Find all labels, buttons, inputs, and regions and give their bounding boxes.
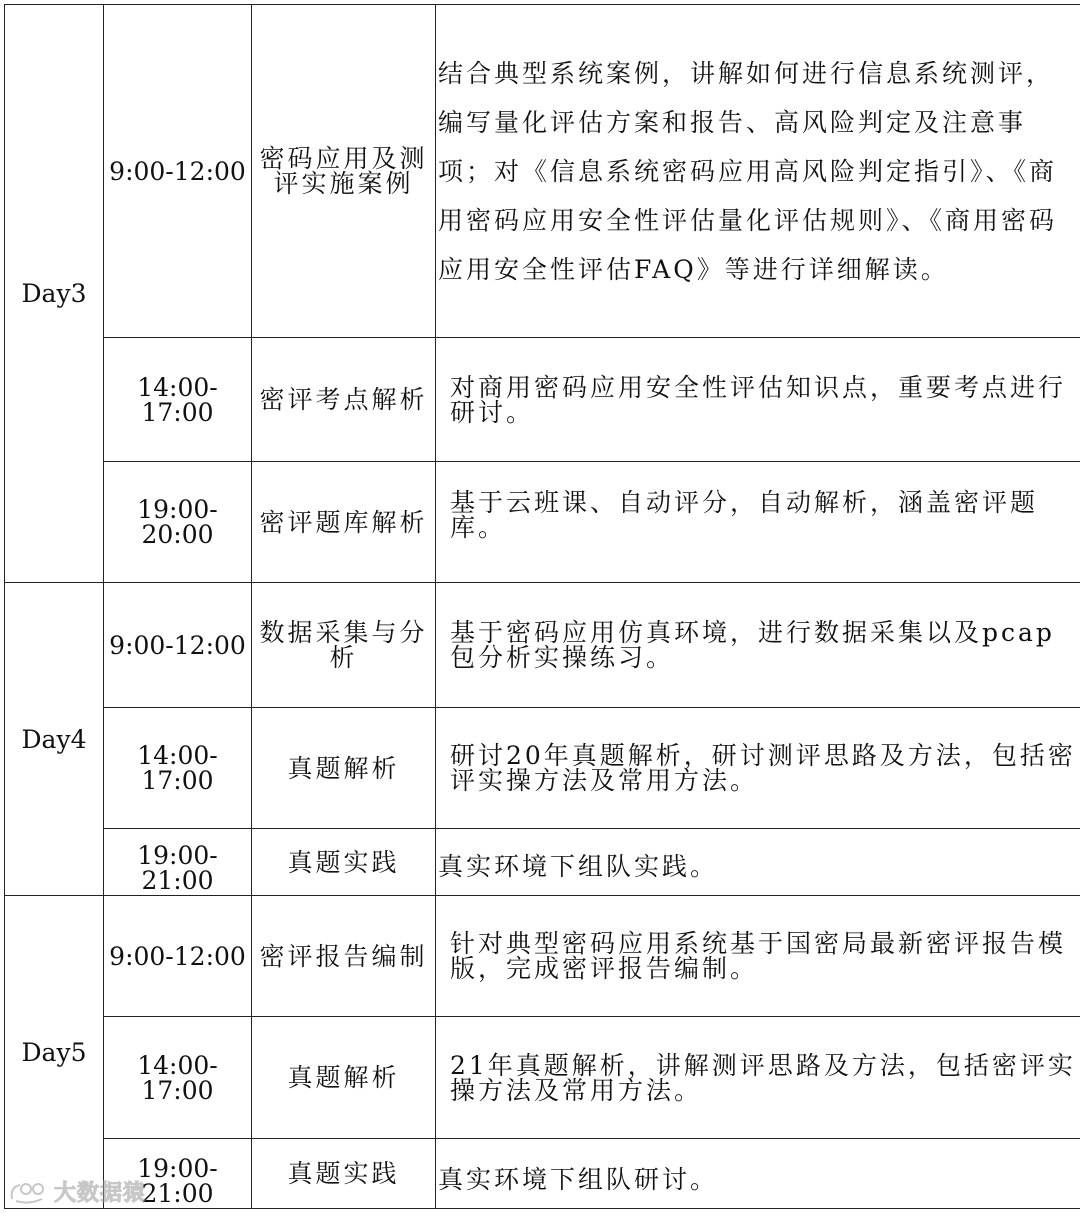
table-row (5, 338, 1080, 462)
session-time: 14:00-17:00 (104, 708, 252, 829)
table-row (5, 462, 1080, 583)
session-description: 21年真题解析，讲解测评思路及方法，包括密评实操方法及常用方法。 (436, 1017, 1080, 1139)
session-description: 对商用密码应用安全性评估知识点，重要考点进行研讨。 (436, 338, 1080, 462)
session-time: 19:00-21:00 (104, 829, 252, 896)
session-description: 真实环境下组队研讨。 (436, 1139, 1080, 1209)
session-topic: 数据采集与分析 (252, 583, 436, 708)
session-topic: 密码应用及测评实施案例 (252, 5, 436, 338)
watermark-text: 大数据猿 (54, 1180, 147, 1205)
table-row (5, 1139, 1080, 1209)
session-description: 真实环境下组队实践。 (436, 829, 1080, 896)
day-label: Day3 (5, 5, 104, 583)
session-description: 研讨20年真题解析，研讨测评思路及方法，包括密评实操方法及常用方法。 (436, 708, 1080, 829)
session-description: 结合典型系统案例，讲解如何进行信息系统测评，编写量化评估方案和报告、高风险判定及注意事项；对《信息系统密码应用高风险判定指引》、《商用密码应用安全性评估量化评估规则》、《商用密码应用安全性评估FAQ》等进行详细解读。 (436, 5, 1080, 338)
session-topic: 真题解析 (252, 708, 436, 829)
session-description: 针对典型密码应用系统基于国密局最新密评报告模版，完成密评报告编制。 (436, 896, 1080, 1017)
session-topic: 真题实践 (252, 1139, 436, 1209)
session-topic: 真题实践 (252, 829, 436, 896)
session-topic: 真题解析 (252, 1017, 436, 1139)
table-row (5, 583, 1080, 708)
table-row (5, 896, 1080, 1017)
day-label: Day4 (5, 583, 104, 896)
session-time: 9:00-12:00 (104, 5, 252, 338)
table-row (5, 5, 1080, 338)
session-description: 基于云班课、自动评分，自动解析，涵盖密评题库。 (436, 462, 1080, 583)
table-row (5, 708, 1080, 829)
table-row (5, 829, 1080, 896)
session-time: 19:00-21:00 (104, 1139, 252, 1209)
table-row (5, 1017, 1080, 1139)
session-time: 14:00-17:00 (104, 1017, 252, 1139)
session-topic: 密评考点解析 (252, 338, 436, 462)
schedule-table (4, 4, 1080, 1209)
session-time: 9:00-12:00 (104, 896, 252, 1017)
day-label: Day5 (5, 896, 104, 1209)
session-topic: 密评报告编制 (252, 896, 436, 1017)
session-time: 19:00-20:00 (104, 462, 252, 583)
session-time: 9:00-12:00 (104, 583, 252, 708)
session-time: 14:00-17:00 (104, 338, 252, 462)
session-description: 基于密码应用仿真环境，进行数据采集以及pcap包分析实操练习。 (436, 583, 1080, 708)
session-topic: 密评题库解析 (252, 462, 436, 583)
